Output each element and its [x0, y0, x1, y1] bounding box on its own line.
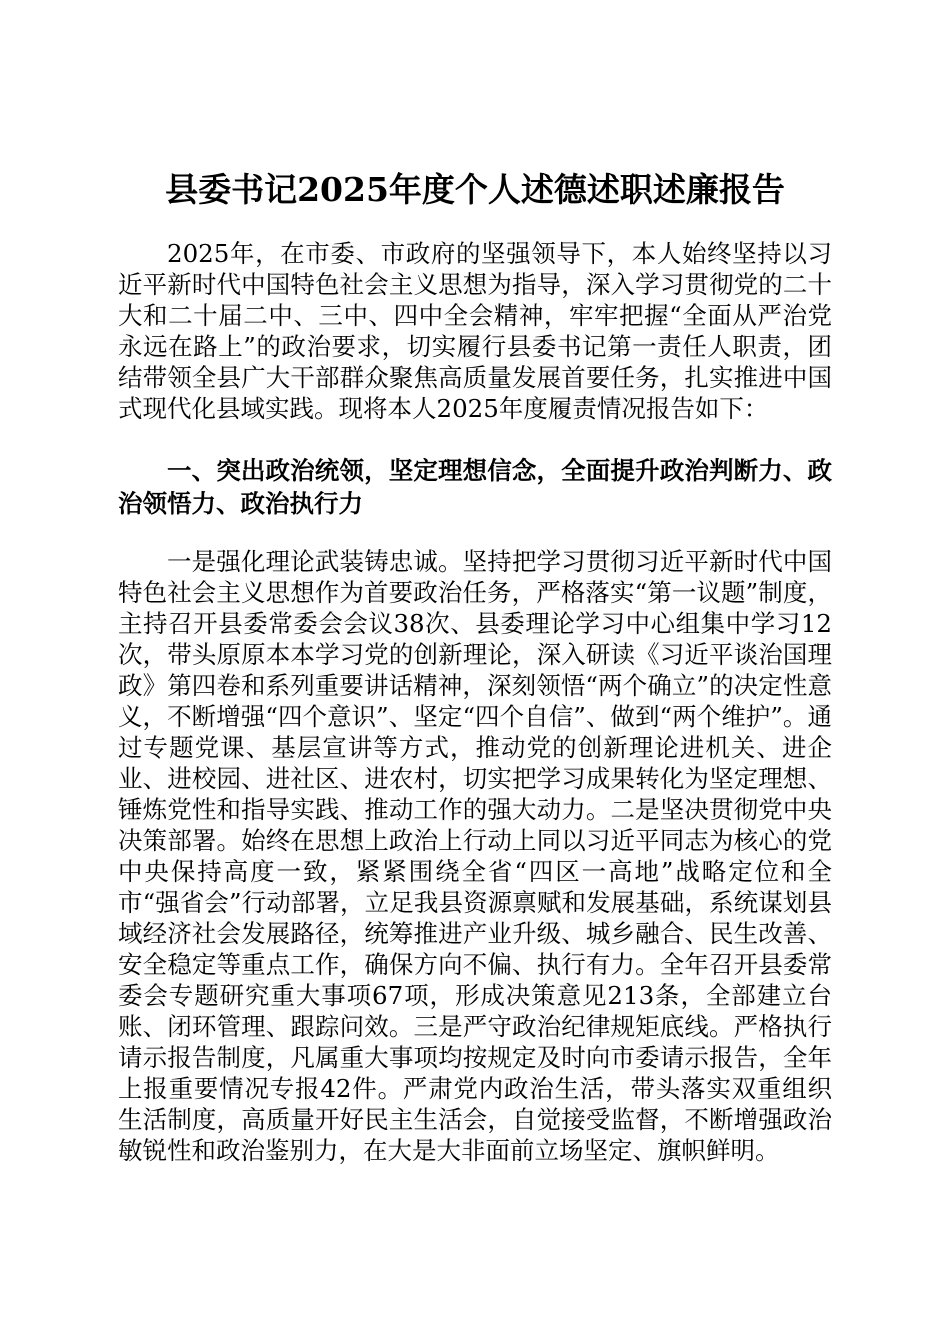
document-page [118, 0, 832, 1166]
section-1-paragraph: 一是强化理论武装铸忠诚。坚持把学习贯彻习近平新时代中国特色社会主义思想作为首要政治任务，严格落实“第一议题”制度，主持召开县委常委会会议38次、县委理论学习中心组集中学习12次，带头原原本本学习党的创新理论，深入研读《习近平谈治国理政》第四卷和系列重要讲话精神，深刻领悟“两个确立”的决定性意义，不断增强“四个意识”、坚定“四个自信”、做到“两个维护”。通过专题党课、基层宣讲等方式，推动党的创新理论进机关、进企业、进校园、进社区、进农村，切实把学习成果转化为坚定理想、锤炼党性和指导实践、推动工作的强大动力。二是坚决贯彻党中央决策部署。始终在思想上政治上行动上同以习近平同志为核心的党中央保持高度一致，紧紧围绕全省“四区一高地”战略定位和全市“强省会”行动部署，立足我县资源禀赋和发展基础，系统谋划县域经济社会发展路径，统筹推进产业升级、城乡融合、民生改善、安全稳定等重点工作，确保方向不偏、执行有力。全年召开县委常委会专题研究重大事项67项，形成决策意见213条，全部建立台账、闭环管理、跟踪问效。三是严守政治纪律规矩底线。严格执行请示报告制度，凡属重大事项均按规定及时向市委请示报告，全年上报重要情况专报42件。严肃党内政治生活，带头落实双重组织生活制度，高质量开好民主生活会，自觉接受监督，不断增强政治敏锐性和政治鉴别力，在大是大非面前立场坚定、旗帜鲜明。 [118, 547, 832, 1165]
intro-paragraph: 2025年，在市委、市政府的坚强领导下，本人始终坚持以习近平新时代中国特色社会主义思想为指导，深入学习贯彻党的二十大和二十届二中、三中、四中全会精神，牢牢把握“全面从严治党永远在路上”的政治要求，切实履行县委书记第一责任人职责，团结带领全县广大干部群众聚焦高质量发展首要任务，扎实推进中国式现代化县域实践。现将本人2025年度履责情况报告如下： [118, 239, 832, 423]
section-1-heading: 一、突出政治统领，坚定理想信念，全面提升政治判断力、政治领悟力、政治执行力 [118, 456, 832, 518]
document-title: 县委书记2025年度个人述德述职述廉报告 [165, 170, 785, 209]
